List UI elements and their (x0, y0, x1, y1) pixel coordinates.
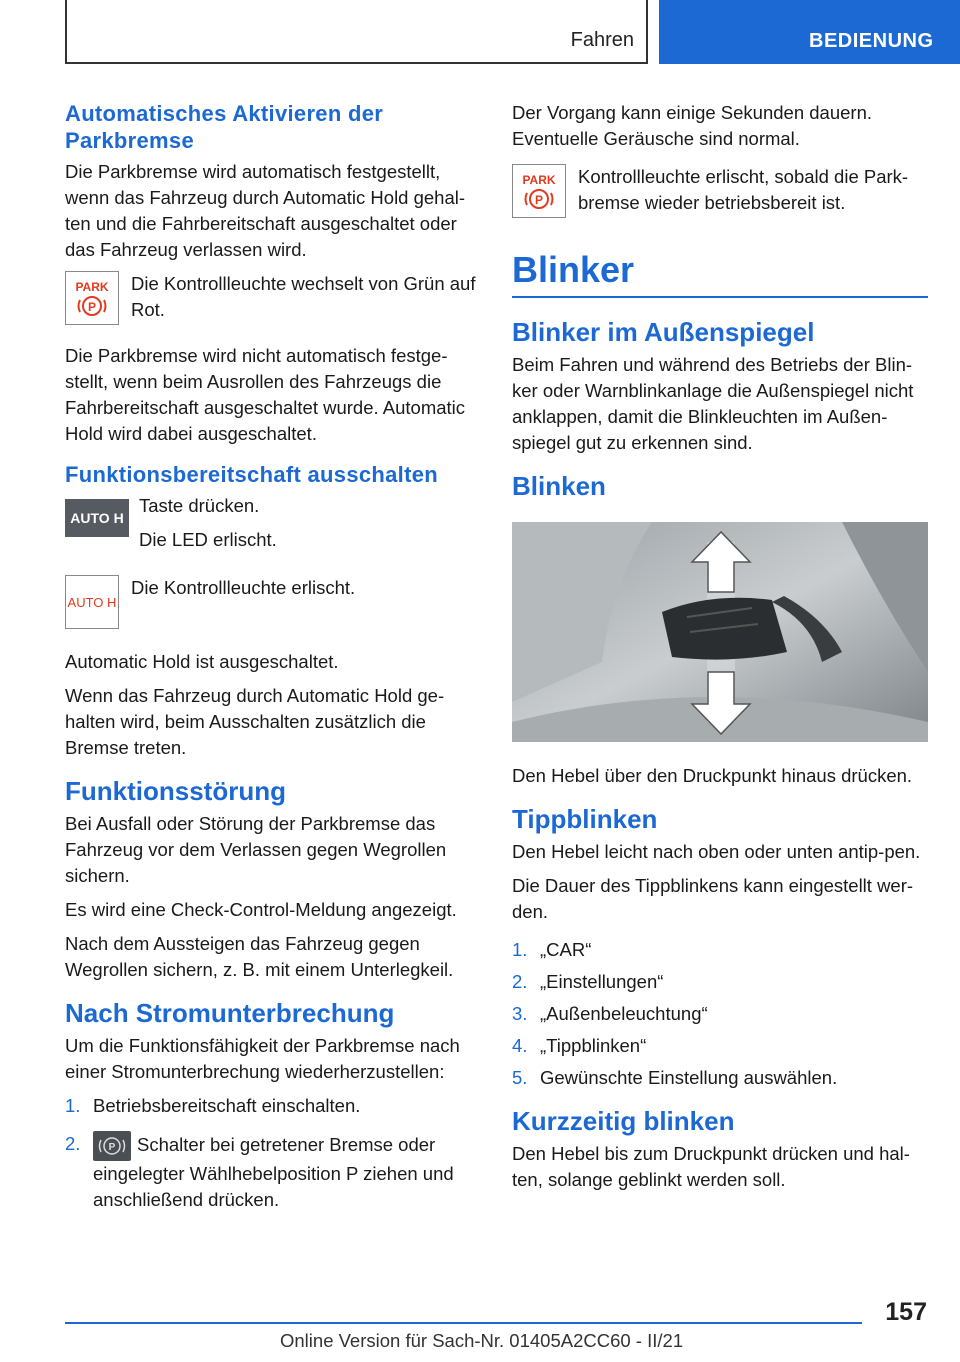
park-brake-icon (65, 271, 119, 325)
auto-hold-button-icon: AUTO H (65, 499, 129, 537)
paragraph: Die Parkbremse wird nicht automatisch festge-stellt, wenn beim Ausrollen des Fahrzeugs die Fahrbereitschaft ausgeschaltet wurde. Automatic Hold wird dabei ausgeschaltet. (65, 345, 466, 444)
svg-text:P: P (108, 1142, 116, 1153)
list-text: „Tippblinken“ (540, 1035, 647, 1056)
parking-brake-switch-icon (93, 1131, 131, 1161)
paragraph: Die Dauer des Tippblinkens kann eingestellt wer-den. (512, 875, 914, 922)
header-chapter: BEDIENUNG (809, 30, 934, 52)
paragraph: Nach dem Aussteigen das Fahrzeug gegen Wegrollen sichern, z. B. mit einem Unterlegkeil. (65, 933, 454, 980)
header-chapter-box (659, 0, 960, 64)
header-section-box (65, 0, 648, 64)
list-number: 1. (65, 1095, 81, 1116)
heading-funktionsstoerung: Funktionsstörung (65, 776, 286, 806)
heading-blinker-spiegel: Blinker im Außenspiegel (512, 317, 815, 347)
park-brake-icon (512, 164, 566, 218)
svg-text:PARK: PARK (75, 280, 109, 294)
paragraph: Es wird eine Check-Control-Meldung angezeigt. (65, 899, 457, 920)
list-number: 4. (512, 1035, 528, 1056)
steps-list (65, 1093, 483, 1213)
park-note: Die Kontrollleuchte wechselt von Grün auf Rot. (131, 273, 476, 320)
paragraph: Den Hebel bis zum Druckpunkt drücken und hal-ten, solange geblinkt werden soll. (512, 1143, 910, 1190)
list-item (512, 969, 928, 995)
svg-text:P: P (534, 193, 544, 207)
list-item (512, 937, 928, 963)
heading-funktionsbereitschaft: Funktionsbereitschaft ausschalten (65, 462, 438, 487)
list-number: 2. (512, 971, 528, 992)
turn-signal-lever-image (512, 522, 928, 742)
led-text: Die LED erlischt. (139, 529, 277, 550)
right-column (512, 100, 928, 1201)
list-number: 1. (512, 939, 528, 960)
list-item (512, 1001, 928, 1027)
heading-rule (512, 296, 928, 298)
list-text: „CAR“ (540, 939, 592, 960)
list-text: „Einstellungen“ (540, 971, 664, 992)
list-number: 5. (512, 1067, 528, 1088)
steps-list (512, 937, 928, 1091)
heading-blinken: Blinken (512, 471, 606, 501)
footer-rule (65, 1322, 862, 1324)
icon-note (65, 575, 483, 639)
park-note: Kontrollleuchte erlischt, sobald die Park-bremse wieder betriebsbereit ist. (578, 166, 909, 213)
list-item (512, 1065, 928, 1091)
paragraph: Der Vorgang kann einige Sekunden dauern. Eventuelle Geräusche sind normal. (512, 102, 872, 149)
paragraph: Wenn das Fahrzeug durch Automatic Hold ge-halten wird, beim Ausschalten zusätzlich die Bremse treten. (65, 685, 445, 758)
list-text: „Außenbeleuchtung“ (540, 1003, 708, 1024)
list-number: 2. (65, 1133, 81, 1154)
list-text: Betriebsbereitschaft einschalten. (93, 1095, 361, 1116)
header-section: Fahren (570, 29, 634, 51)
list-item (65, 1093, 483, 1119)
heading-stromunterbrechung: Nach Stromunterbrechung (65, 998, 395, 1028)
auto-hold-indicator-icon: AUTO H (65, 575, 119, 629)
page-number: 157 (885, 1298, 927, 1326)
paragraph: Die Parkbremse wird automatisch festgestellt, wenn das Fahrzeug durch Automatic Hold gehal-ten und die Fahrbereitschaft ausgeschaltet oder das Fahrzeug verlassen wird. (65, 161, 466, 260)
paragraph: Bei Ausfall oder Störung der Parkbremse das Fahrzeug vor dem Verlassen gegen Wegrollen sichern. (65, 813, 447, 886)
heading-blinker: Blinker (512, 249, 635, 290)
svg-text:PARK: PARK (522, 173, 556, 187)
icon-note (65, 271, 483, 333)
paragraph: Automatic Hold ist ausgeschaltet. (65, 651, 339, 672)
list-text: Schalter bei getretener Bremse oder eingelegter Wählhebelposition P ziehen und anschließend drücken. (93, 1134, 454, 1210)
paragraph: Um die Funktionsfähigkeit der Parkbremse nach einer Stromunterbrechung wiederherzustellen: (65, 1035, 460, 1082)
image-caption: Den Hebel über den Druckpunkt hinaus drücken. (512, 765, 913, 786)
footer-text: Online Version für Sach-Nr. 01405A2CC60 - II/21 (280, 1330, 684, 1351)
list-item (512, 1033, 928, 1059)
heading-auto-park: Automatisches Aktivieren der Parkbremse (65, 101, 384, 153)
heading-kurzzeitig: Kurzzeitig blinken (512, 1106, 735, 1136)
paragraph: Den Hebel leicht nach oben oder unten antip-pen. (512, 841, 921, 862)
icon-note (65, 493, 483, 565)
list-number: 3. (512, 1003, 528, 1024)
left-column (65, 100, 483, 1223)
kontroll-text: Die Kontrollleuchte erlischt. (131, 577, 356, 598)
heading-tippblinken: Tippblinken (512, 804, 658, 834)
icon-note (512, 164, 928, 226)
list-text: Gewünschte Einstellung auswählen. (540, 1067, 838, 1088)
svg-text:P: P (87, 300, 97, 314)
taste-text: Taste drücken. (139, 495, 260, 516)
list-item (65, 1131, 483, 1213)
paragraph: Beim Fahren und während des Betriebs der Blin-ker oder Warnblinkanlage die Außenspiegel nicht anklappen, damit die Blinkleuchten im Außen-spiegel gut zu erkennen sind. (512, 354, 914, 453)
